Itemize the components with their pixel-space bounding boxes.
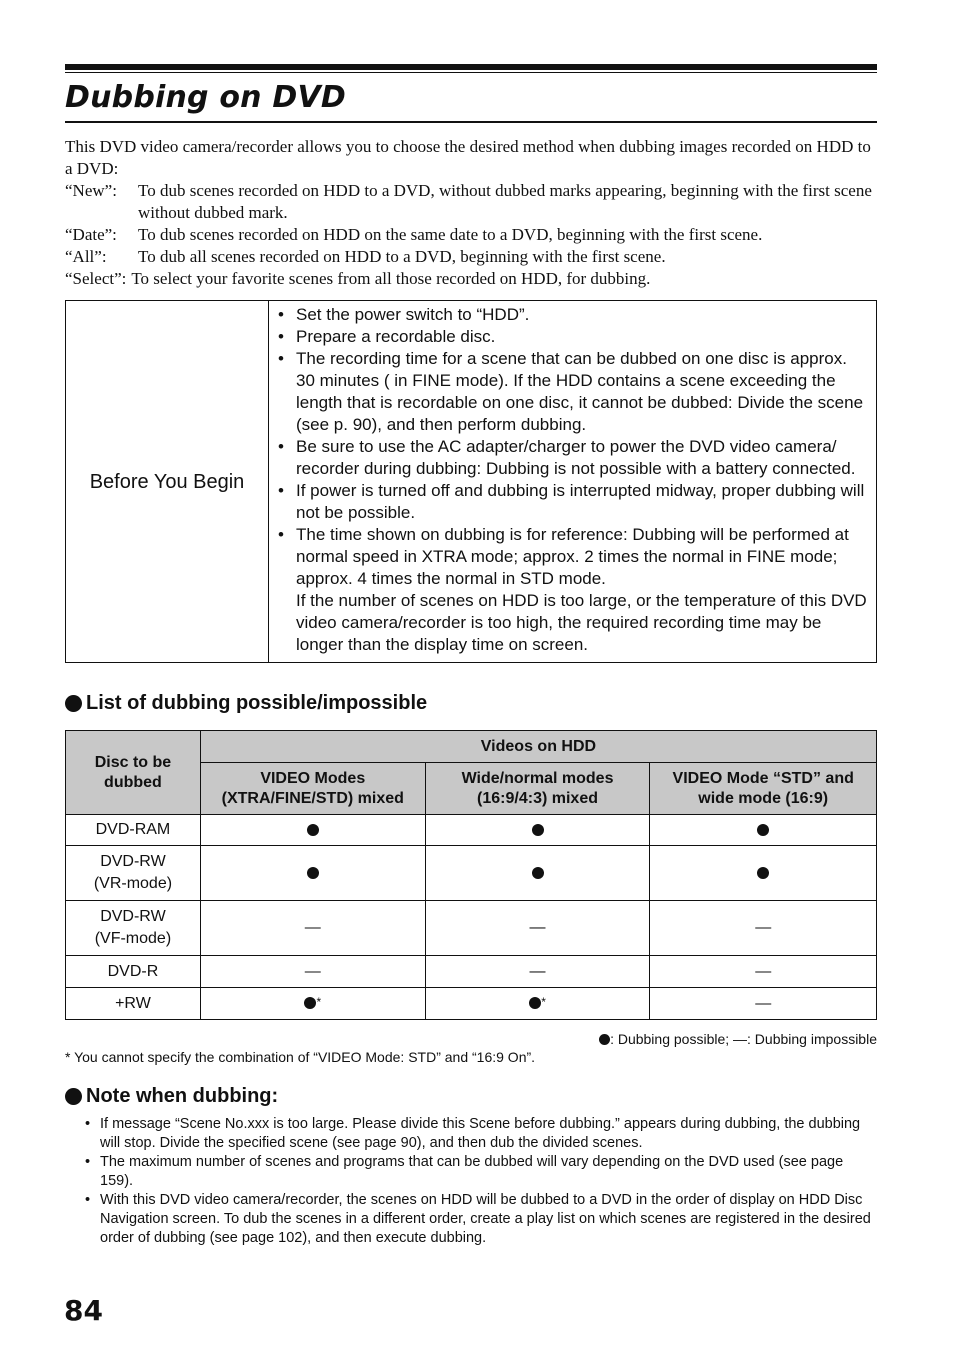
disc-cell: DVD-RW (VR-mode) [66,846,201,901]
mark-cell [200,815,425,846]
dubbing-table [65,730,877,1020]
title-underline [65,121,877,123]
column-header: Wide/normal modes (16:9/4:3) mixed [425,763,650,815]
option-term: “All”: [65,247,107,266]
disc-cell: +RW [66,988,201,1020]
disc-header: Disc to be dubbed [66,731,201,815]
list-item: • The time shown on dubbing is for reference: Dubbing will be performed at normal speed in XTRA mode; approx. 2 times the normal in FINE mode; approx. 4 times the normal in STD mode. [277,524,870,590]
list-item: • The maximum number of scenes and programs that can be dubbed will vary depending on the DVD used (see page 159). [85,1153,877,1191]
table-legend [65,1030,877,1048]
intro-section [65,136,877,290]
disc-cell: DVD-RW (VF-mode) [66,901,201,956]
list-item: • If message “Scene No.xxx is too large. Please divide this Scene before dubbing.” appears during dubbing, the dubbing will stop. Divide the specified scene (see page 90), and then dub the divided scenes. [85,1115,877,1153]
legend-text: : Dubbing possible; —: Dubbing impossible [610,1031,877,1047]
disc-cell: DVD-R [66,956,201,988]
possible-dot-icon [307,824,319,836]
possible-dot-icon [532,867,544,879]
mark-cell [425,846,650,901]
bullet-dot-icon [65,695,82,712]
table-row [66,956,877,988]
header-rule-thin [65,72,877,73]
mark-cell: — [425,956,650,988]
disc-cell: DVD-RAM [66,815,201,846]
possible-dot-icon [529,997,541,1009]
mark-cell [425,815,650,846]
asterisk-mark: * [316,994,322,1009]
option-desc: To dub scenes recorded on HDD to a DVD, without dubbed marks appearing, beginning with the first scene without dubbed mark. [138,181,872,222]
mark-cell: — [200,956,425,988]
mark-cell [650,815,877,846]
list-item: • If power is turned off and dubbing is interrupted midway, proper dubbing will not be possible. [277,480,870,524]
notes-list [65,1115,877,1248]
option-select [65,268,877,290]
before-you-begin-label: Before You Begin [66,301,269,662]
possible-dot-icon [599,1034,610,1045]
option-term: “Select”: [65,269,127,288]
list-item: • With this DVD video camera/recorder, the scenes on HDD will be dubbed to a DVD in the order of display on HDD Disc Navigation screen. To dub the scenes in a different order, create a play list on which scenes are registered in the desired order of dubbing (see page 102), and then execute dubbing. [85,1191,877,1248]
option-all [65,246,877,268]
page-number: 84 [64,1294,103,1327]
option-desc: To dub all scenes recorded on HDD to a DVD, beginning with the first scene. [138,247,666,266]
option-new [65,180,877,224]
manual-page [65,64,877,1248]
section-heading-text: Note when dubbing: [86,1085,279,1107]
table-row [66,846,877,901]
option-desc: To dub scenes recorded on HDD on the same date to a DVD, beginning with the first scene. [138,225,763,244]
table-footnote: * You cannot specify the combination of “VIDEO Mode: STD” and “16:9 On”. [65,1049,536,1065]
mark-cell: — [650,901,877,956]
option-term: “Date”: [65,225,117,244]
mark-cell [425,988,650,1020]
before-you-begin-box [65,300,877,663]
list-item: • Set the power switch to “HDD”. [277,304,870,326]
column-header: VIDEO Modes (XTRA/FINE/STD) mixed [200,763,425,815]
note-section-heading [65,1083,877,1109]
table-row [66,988,877,1020]
page-title: Dubbing on DVD [65,80,347,115]
bullet-dot-icon [65,1088,82,1105]
section-heading-text: List of dubbing possible/impossible [86,692,428,714]
option-desc: To select your favorite scenes from all those recorded on HDD, for dubbing. [131,269,651,288]
mark-cell [650,846,877,901]
before-you-begin-list [269,301,876,662]
mark-cell [200,988,425,1020]
list-item: • Be sure to use the AC adapter/charger to power the DVD video camera/ recorder during dubbing: Dubbing is not possible with a battery connected. [277,436,870,480]
option-term: “New”: [65,181,117,200]
mark-cell: — [425,901,650,956]
mark-cell: — [650,956,877,988]
mark-cell: — [650,988,877,1020]
list-section-heading [65,690,877,716]
list-item: • The recording time for a scene that can be dubbed on one disc is approx. 30 minutes ( in FINE mode). If the HDD contains a scene exceeding the length that is recordable on one disc, it cannot be dubbed: Divide the scene (see p. 90), and then perform dubbing. [277,348,870,436]
possible-dot-icon [532,824,544,836]
option-date [65,224,877,246]
table-row [66,815,877,846]
list-item-continuation: If the number of scenes on HDD is too large, or the temperature of this DVD video camera/recorder is too high, the required recording time may be longer than the display time on screen. [296,591,867,654]
possible-dot-icon [304,997,316,1009]
possible-dot-icon [757,824,769,836]
header-rule-thick [65,64,877,70]
column-header: VIDEO Mode “STD” and wide mode (16:9) [650,763,877,815]
intro-paragraph: This DVD video camera/recorder allows you to choose the desired method when dubbing images recorded on HDD to a DVD: [65,137,871,178]
list-item: • Prepare a recordable disc. [277,326,870,348]
table-row [66,901,877,956]
possible-dot-icon [307,867,319,879]
possible-dot-icon [757,867,769,879]
mark-cell [200,846,425,901]
mark-cell: — [200,901,425,956]
group-header: Videos on HDD [200,731,876,763]
asterisk-mark: * [541,994,546,1009]
